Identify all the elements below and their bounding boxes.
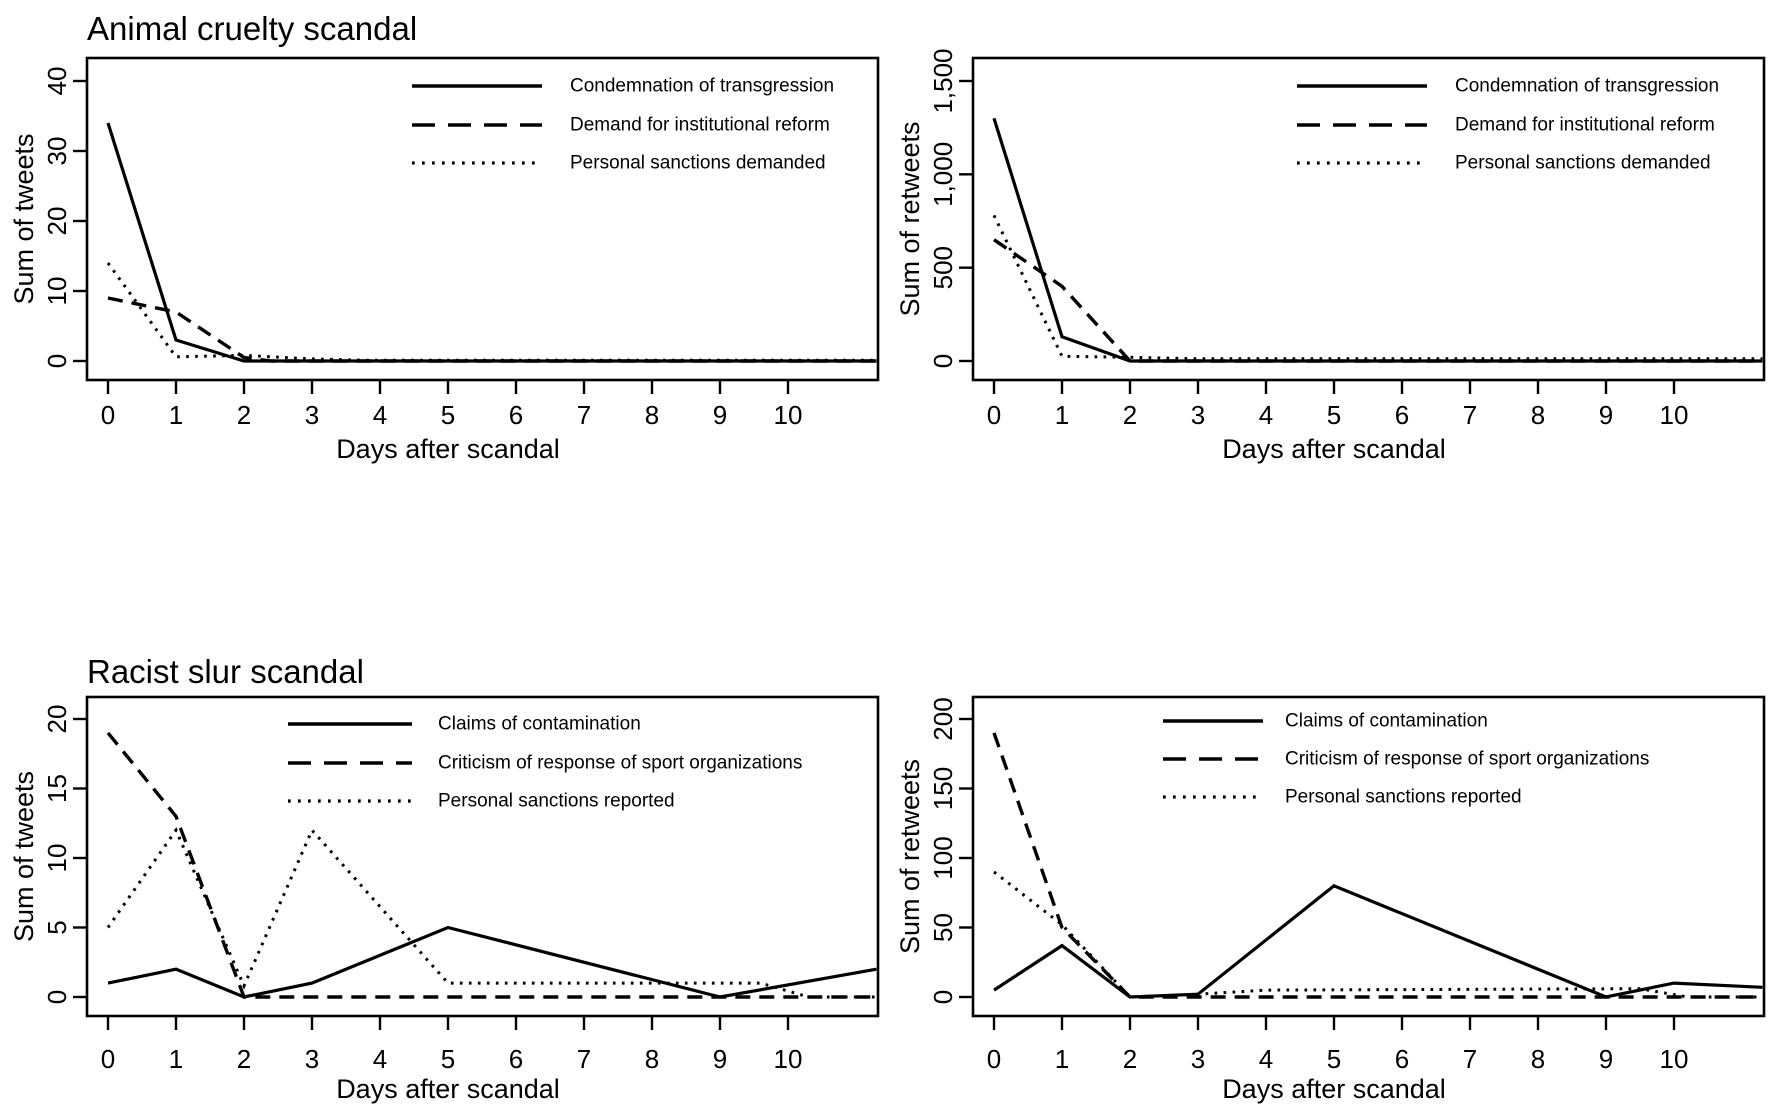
y-axis-title: Sum of tweets [9, 770, 39, 943]
legend-label: Condemnation of transgression [1455, 75, 1720, 97]
x-tick-label: 4 [1258, 1044, 1274, 1074]
x-tick-label: 4 [372, 400, 388, 430]
chart-svg-animal-cruelty-tweets [0, 0, 886, 500]
plot-box [87, 697, 878, 1016]
legend-label: Claims of contamination [1285, 710, 1488, 732]
y-tick-label: 10 [42, 843, 72, 873]
y-tick-label: 0 [928, 989, 958, 1005]
chart-svg-animal-cruelty-retweets [886, 0, 1772, 500]
legend-label: Claims of contamination [438, 713, 641, 735]
legend-label: Condemnation of transgression [570, 75, 835, 97]
y-axis-title: Sum of retweets [895, 121, 925, 317]
y-tick-label: 500 [928, 245, 958, 290]
series-line-dotted [108, 830, 876, 997]
x-tick-label: 0 [100, 1044, 116, 1074]
x-tick-label: 7 [576, 1044, 592, 1074]
y-tick-label: 0 [42, 353, 72, 369]
x-tick-label: 0 [100, 400, 116, 430]
x-tick-label: 10 [773, 1044, 803, 1074]
y-tick-label: 30 [42, 136, 72, 166]
x-axis-title: Days after scandal [336, 434, 560, 464]
legend-label: Personal sanctions reported [1285, 786, 1522, 808]
chart-animal-cruelty-retweets [886, 0, 1772, 500]
x-tick-label: 3 [304, 400, 320, 430]
y-tick-label: 20 [42, 704, 72, 734]
chart-svg-racist-slur-retweets [886, 640, 1772, 1106]
y-tick-label: 15 [42, 774, 72, 803]
legend-label: Criticism of response of sport organizations [1285, 748, 1650, 770]
x-axis-title: Days after scandal [1222, 1074, 1446, 1104]
series-line-dashed [108, 298, 876, 361]
chart-title: Racist slur scandal [87, 653, 364, 690]
chart-animal-cruelty-tweets [0, 0, 886, 500]
x-tick-label: 5 [440, 1044, 456, 1074]
legend-label: Demand for institutional reform [1455, 114, 1715, 136]
x-tick-label: 9 [1598, 400, 1614, 430]
x-tick-label: 1 [1054, 400, 1070, 430]
y-tick-label: 1,500 [928, 48, 958, 114]
chart-racist-slur-retweets [886, 640, 1772, 1106]
x-tick-label: 2 [1122, 400, 1138, 430]
y-tick-label: 50 [928, 913, 958, 942]
legend-label: Demand for institutional reform [570, 114, 830, 136]
x-tick-label: 7 [1462, 1044, 1478, 1074]
legend-label: Personal sanctions demanded [1455, 152, 1711, 174]
x-tick-label: 8 [1530, 1044, 1546, 1074]
x-tick-label: 7 [1462, 400, 1478, 430]
x-tick-label: 6 [508, 400, 524, 430]
x-tick-label: 8 [1530, 400, 1546, 430]
y-tick-label: 5 [42, 920, 72, 935]
x-tick-label: 10 [1659, 1044, 1689, 1074]
y-tick-label: 1,000 [928, 141, 958, 207]
series-line-dashed [994, 733, 1762, 997]
x-tick-label: 1 [1054, 1044, 1070, 1074]
x-tick-label: 9 [712, 1044, 728, 1074]
chart-title: Animal cruelty scandal [87, 10, 418, 47]
x-tick-label: 10 [773, 400, 803, 430]
x-tick-label: 3 [1190, 1044, 1206, 1074]
x-tick-label: 7 [576, 400, 592, 430]
y-tick-label: 100 [928, 836, 958, 880]
y-tick-label: 20 [42, 206, 72, 236]
plot-box [973, 58, 1764, 380]
x-tick-label: 4 [1258, 400, 1274, 430]
x-axis-title: Days after scandal [1222, 434, 1446, 464]
y-tick-label: 10 [42, 276, 72, 306]
x-tick-label: 2 [1122, 1044, 1138, 1074]
x-tick-label: 1 [168, 1044, 184, 1074]
x-tick-label: 8 [644, 1044, 660, 1074]
x-tick-label: 5 [1326, 400, 1342, 430]
x-tick-label: 1 [168, 400, 184, 430]
x-axis-title: Days after scandal [336, 1074, 560, 1104]
x-tick-label: 6 [1394, 1044, 1410, 1074]
x-tick-label: 0 [986, 1044, 1002, 1074]
legend-label: Personal sanctions demanded [570, 152, 826, 174]
y-axis-title: Sum of retweets [895, 758, 925, 955]
x-tick-label: 3 [1190, 400, 1206, 430]
y-tick-label: 40 [42, 66, 72, 96]
x-tick-label: 10 [1659, 400, 1689, 430]
series-line-solid [994, 886, 1762, 997]
x-tick-label: 2 [236, 400, 252, 430]
x-tick-label: 2 [236, 1044, 252, 1074]
x-tick-label: 5 [1326, 1044, 1342, 1074]
x-tick-label: 0 [986, 400, 1002, 430]
series-line-dotted [994, 872, 1762, 997]
x-tick-label: 6 [508, 1044, 524, 1074]
chart-svg-racist-slur-tweets [0, 640, 886, 1106]
x-tick-label: 6 [1394, 400, 1410, 430]
y-tick-label: 200 [928, 697, 958, 741]
y-axis-title: Sum of tweets [9, 133, 39, 305]
x-tick-label: 8 [644, 400, 660, 430]
y-tick-label: 0 [928, 353, 958, 369]
y-tick-label: 150 [928, 766, 958, 811]
y-tick-label: 0 [42, 989, 72, 1005]
series-line-dotted [108, 263, 876, 360]
x-tick-label: 5 [440, 400, 456, 430]
series-line-dashed [994, 240, 1762, 361]
x-tick-label: 4 [372, 1044, 388, 1074]
legend-label: Personal sanctions reported [438, 790, 675, 812]
chart-racist-slur-tweets [0, 640, 886, 1106]
x-tick-label: 9 [1598, 1044, 1614, 1074]
legend-label: Criticism of response of sport organizations [438, 752, 803, 774]
x-tick-label: 9 [712, 400, 728, 430]
x-tick-label: 3 [304, 1044, 320, 1074]
